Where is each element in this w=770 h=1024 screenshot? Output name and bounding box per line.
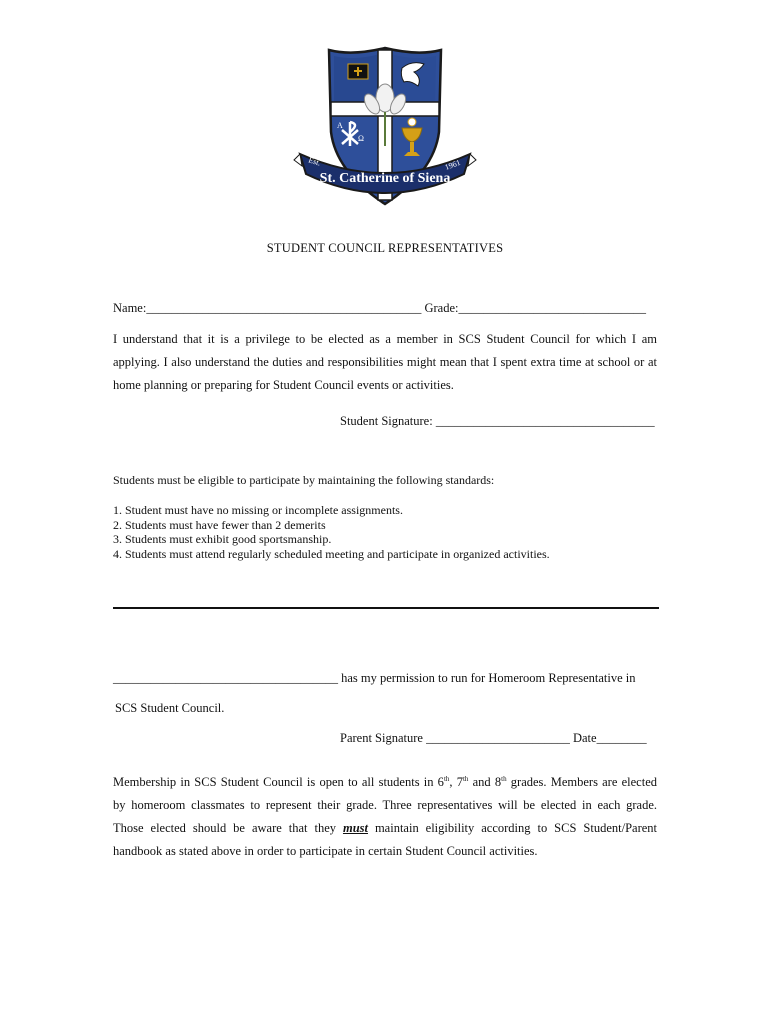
ordinal-suffix: th [462, 775, 469, 783]
agreement-line: home planning or preparing for Student Council events or activities. [113, 378, 454, 392]
list-item: 3. Students must exhibit good sportsmanship. [113, 532, 332, 546]
bible-icon [348, 64, 368, 79]
student-name-field[interactable]: ____________________________________ [113, 671, 338, 685]
standards-list [113, 503, 550, 561]
agreement-paragraph [113, 328, 657, 397]
name-field[interactable]: ____________________________________________ [146, 301, 422, 315]
membership-line: by homeroom classmates to represent their grade. Three representatives will be elected in each grade. [113, 798, 657, 812]
ordinal-suffix: th [501, 775, 507, 783]
page-title: STUDENT COUNCIL REPRESENTATIVES [266, 241, 504, 255]
list-item: 4. Students must attend regularly scheduled meeting and participate in organized activities. [113, 546, 550, 561]
name-grade-row [113, 301, 646, 316]
section-divider [113, 607, 659, 609]
permission-text: has my permission to run for Homeroom Representative in [341, 671, 636, 685]
school-crest-logo [292, 42, 478, 208]
crest-year: 1961 [443, 157, 462, 172]
grade-label: Grade: [424, 301, 459, 315]
membership-line [113, 817, 657, 840]
date-label: Date [572, 731, 597, 745]
membership-text: grades. Members are elected [506, 775, 657, 789]
list-item: 2. Students must have fewer than 2 demerits [113, 517, 326, 532]
membership-text: Those elected should be aware that they [113, 821, 343, 835]
membership-text: and 8 [468, 775, 502, 789]
omega-letter: Ω [358, 134, 364, 143]
membership-line: handbook as stated above in order to participate in certain Student Council activities. [113, 844, 538, 858]
parent-signature-field[interactable]: _______________________ [426, 731, 570, 745]
student-signature-label: Student Signature: [340, 414, 433, 428]
emphasis-must: must [342, 821, 368, 835]
permission-line-2: SCS Student Council. [115, 701, 225, 715]
standards-intro: Students must be eligible to participate by maintaining the following standards: [113, 473, 495, 487]
list-item: 1. Student must have no missing or incomplete assignments. [113, 503, 403, 517]
crest-banner-text: St. Catherine of Siena [319, 171, 451, 186]
alpha-letter: A [337, 121, 343, 130]
permission-row [113, 671, 636, 686]
parent-signature-label: Parent Signature [340, 731, 423, 745]
agreement-line: I understand that it is a privilege to be elected as a member in SCS Student Council for which I am [113, 332, 657, 346]
membership-text: , 7 [449, 775, 463, 789]
membership-line [113, 771, 657, 794]
student-signature-row [340, 414, 655, 429]
grade-field[interactable]: ______________________________ [458, 301, 646, 315]
ordinal-suffix: th [443, 775, 450, 783]
membership-paragraph [113, 771, 657, 863]
crest-est-label: Est. [307, 155, 322, 168]
parent-signature-row [340, 731, 647, 746]
name-label: Name: [113, 301, 147, 315]
student-signature-field[interactable]: ___________________________________ [435, 414, 655, 428]
date-field[interactable]: ________ [596, 731, 647, 745]
membership-text: maintain eligibility according to SCS Student/Parent [367, 821, 657, 835]
membership-text: Membership in SCS Student Council is open to all students in 6 [113, 775, 444, 789]
agreement-line: applying. I also understand the duties and responsibilities might mean that I spent extra time at school or at [113, 355, 657, 369]
